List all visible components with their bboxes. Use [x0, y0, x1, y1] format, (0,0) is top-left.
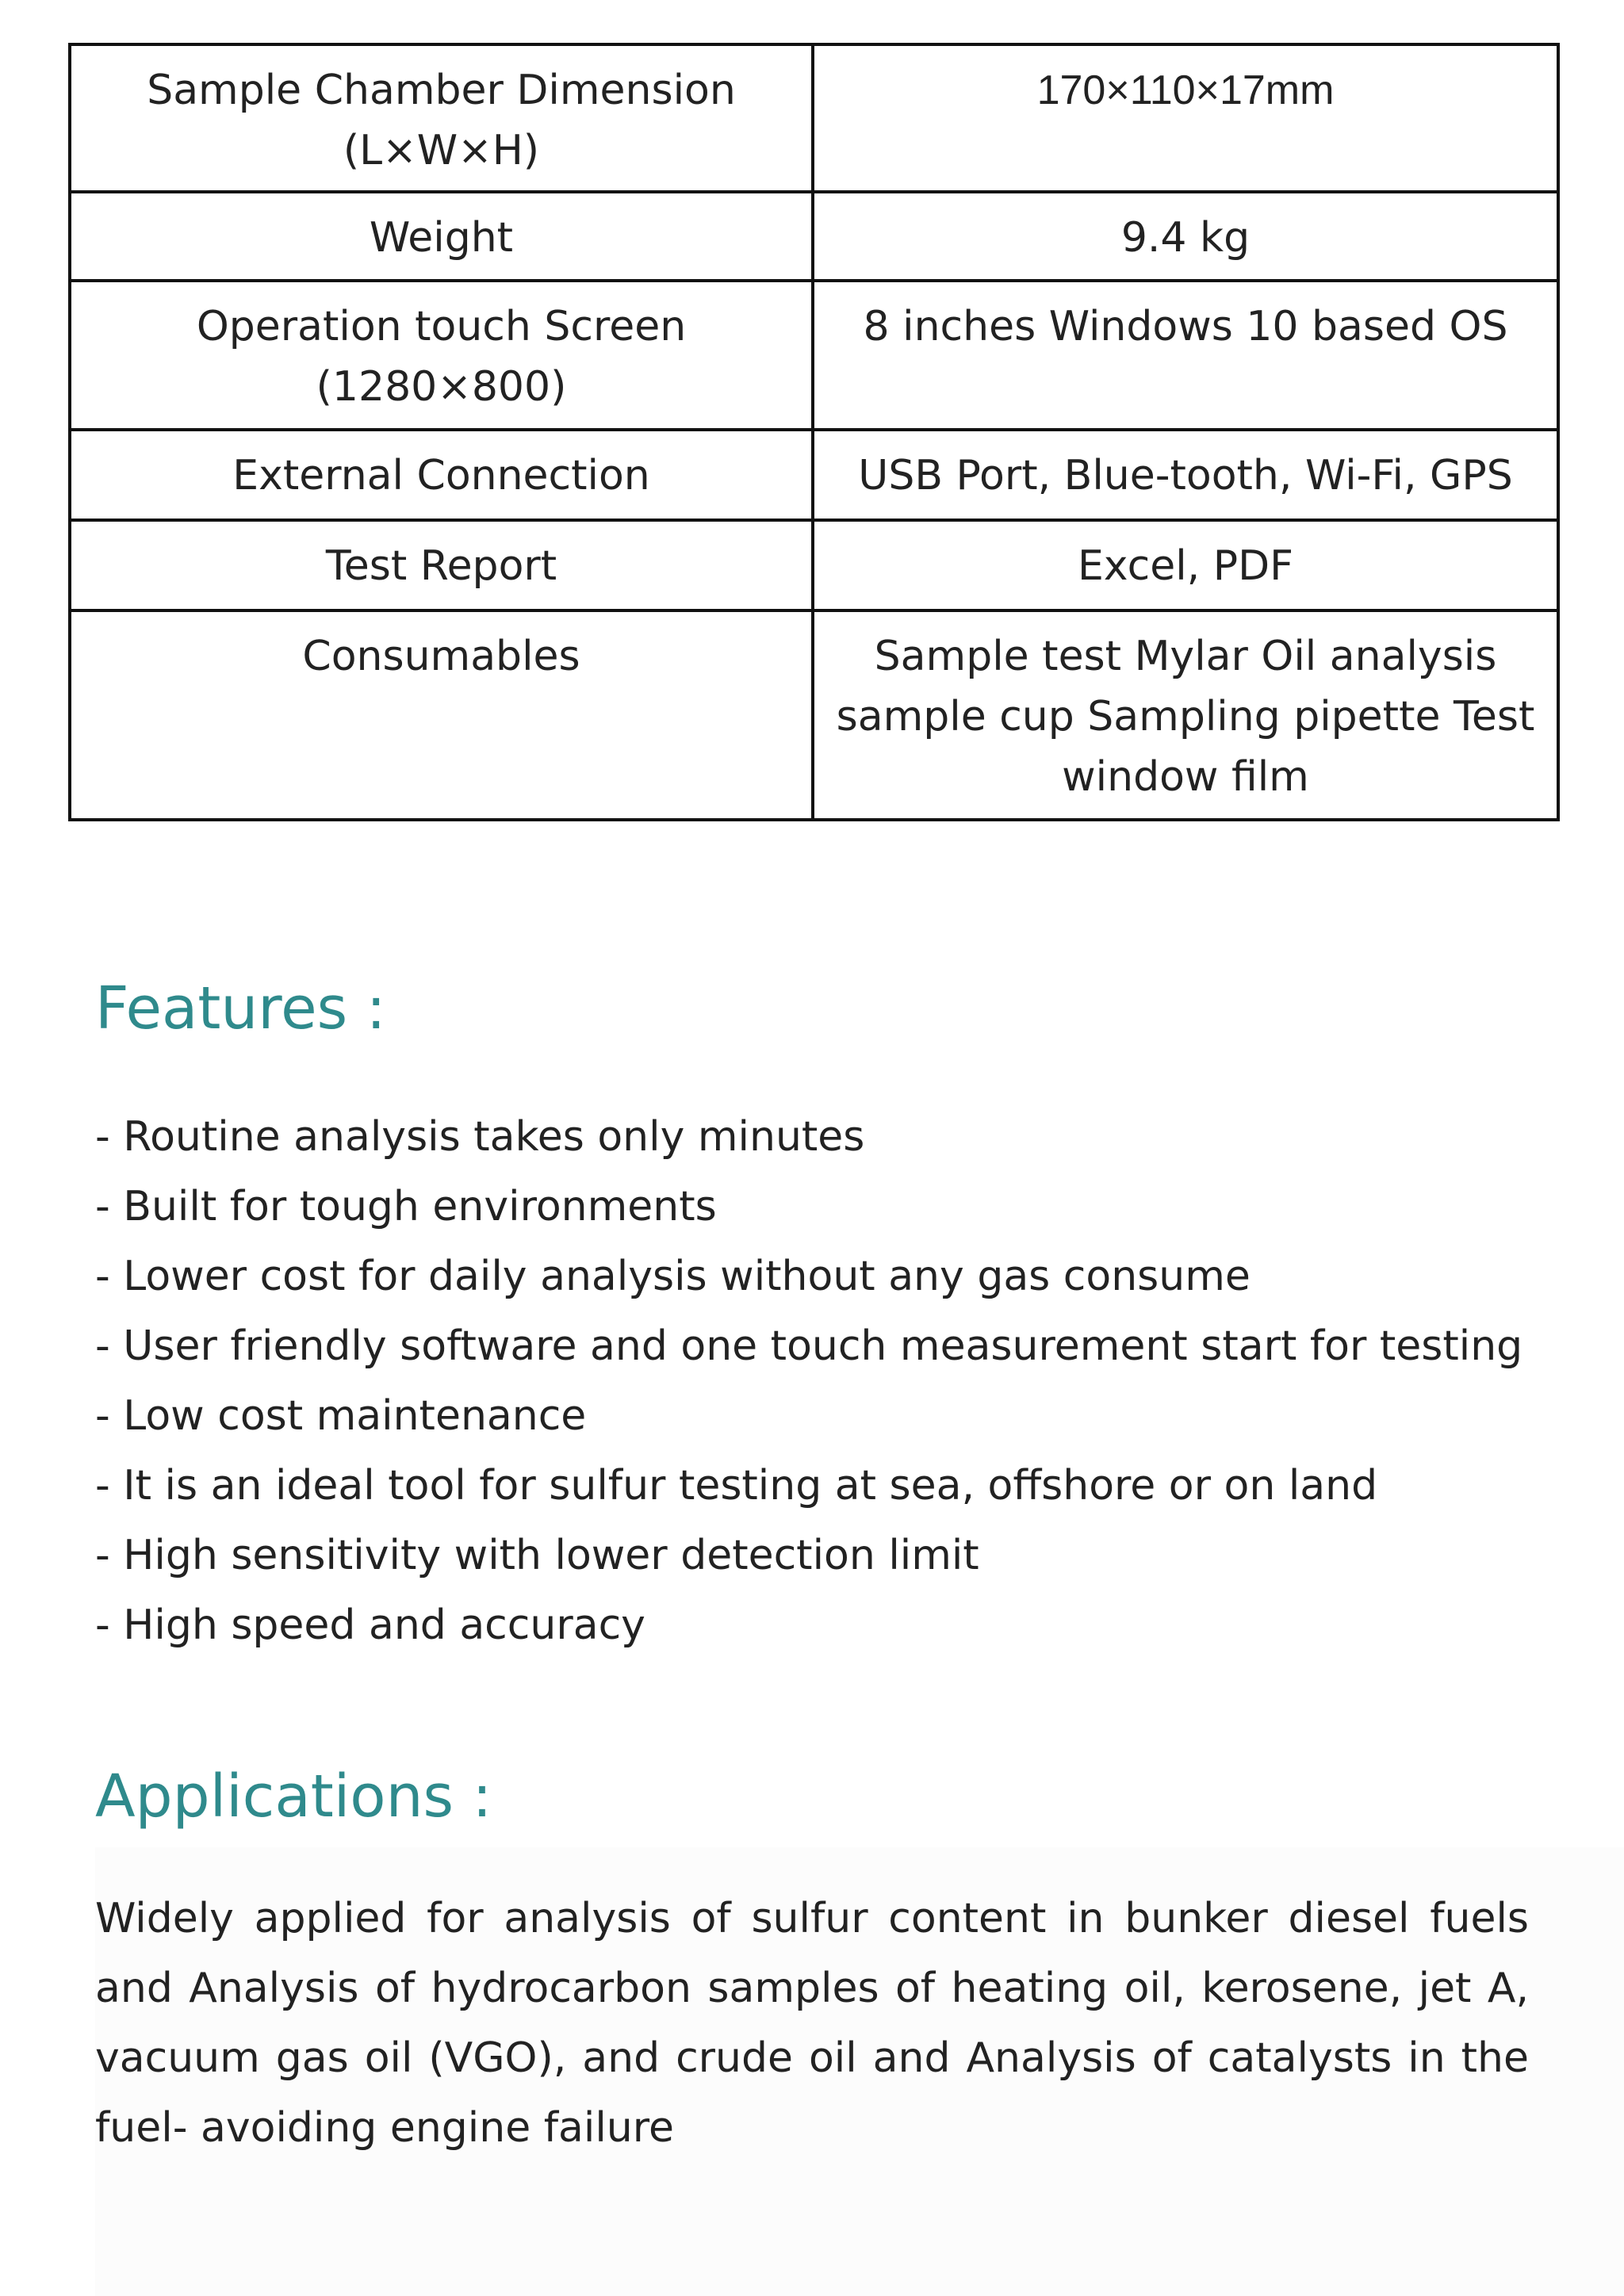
list-item: - User friendly software and one touch measurement start for testing [95, 1322, 1523, 1370]
list-item: - High sensitivity with lower detection limit [95, 1532, 979, 1579]
spec-label-line: (L×W×H) [343, 127, 540, 174]
spec-label [70, 44, 813, 192]
spec-label [70, 281, 813, 430]
list-item: - It is an ideal tool for sulfur testing at sea, offshore or on land [95, 1462, 1378, 1510]
list-item: - Lower cost for daily analysis without any gas consume [95, 1253, 1251, 1300]
applications-heading: Applications : [95, 1762, 492, 1831]
spec-label-line: Sample Chamber Dimension [147, 67, 736, 114]
applications-paragraph: Widely applied for analysis of sulfur content in bunker diesel fuels and Analysis of hydrocarbon samples of heating oil, kerosene, jet A, vacuum gas oil (VGO), and crude oil and Analysis of catalysts in the fuel- avoiding engine failure [95, 1895, 1529, 2152]
list-item: - Built for tough environments [95, 1183, 717, 1230]
table-row [70, 430, 1558, 520]
specification-table [68, 43, 1560, 821]
table-row [70, 44, 1558, 192]
table-row [70, 281, 1558, 430]
spec-label: Consumables [70, 610, 813, 820]
spec-label: External Connection [70, 430, 813, 520]
spec-value: 9.4 kg [813, 192, 1558, 281]
spec-value: 8 inches Windows 10 based OS [813, 281, 1558, 430]
spec-value: 170×110×17mm [813, 44, 1558, 192]
spec-value: USB Port, Blue-tooth, Wi-Fi, GPS [813, 430, 1558, 520]
spec-value: Excel, PDF [813, 520, 1558, 610]
list-item: - Low cost maintenance [95, 1392, 587, 1440]
spec-label: Weight [70, 192, 813, 281]
table-row [70, 610, 1558, 820]
table-row [70, 192, 1558, 281]
features-list [95, 1102, 1562, 1660]
features-heading: Features : [95, 974, 386, 1043]
list-item: - High speed and accuracy [95, 1601, 645, 1649]
spec-label-line: (1280×800) [316, 363, 567, 411]
spec-value: Sample test Mylar Oil analysis sample cup Sampling pipette Test window film [813, 610, 1558, 820]
table-row [70, 520, 1558, 610]
spec-label-line: Operation touch Screen [196, 303, 687, 350]
spec-label: Test Report [70, 520, 813, 610]
list-item: - Routine analysis takes only minutes [95, 1113, 865, 1161]
